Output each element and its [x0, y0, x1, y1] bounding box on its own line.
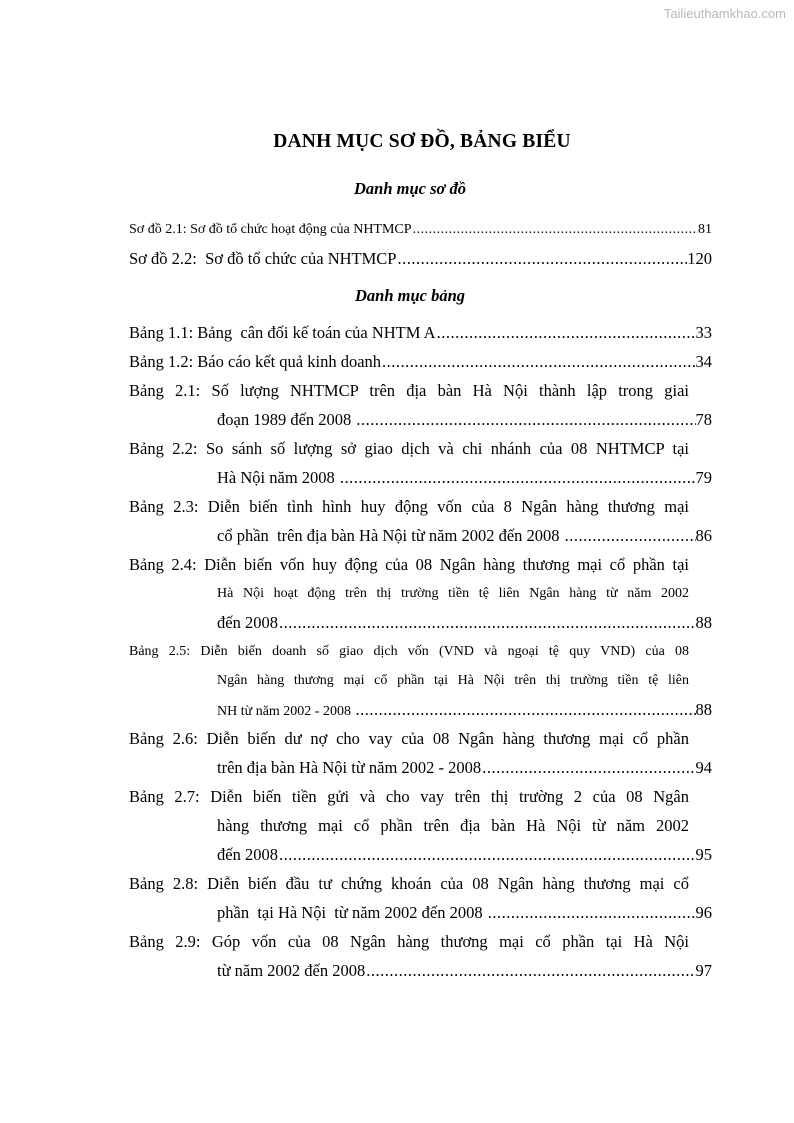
page-number: 96	[695, 903, 712, 922]
diagram-list	[129, 215, 712, 273]
dot-leader	[278, 608, 696, 637]
dot-leader	[355, 405, 695, 434]
page-number: 78	[695, 410, 712, 429]
diagram-entry[interactable]	[129, 244, 712, 273]
page-number: 94	[695, 758, 712, 777]
page-number: 34	[695, 352, 712, 371]
diagram-entry[interactable]	[129, 215, 712, 244]
entry-text: phần tại Hà Nội từ năm 2002 đến 2008	[217, 903, 487, 922]
entry-text: Bảng 2.1: Số lượng NHTMCP trên địa bàn Hà Nội thành lập trong giai	[129, 381, 689, 400]
entry-text: Sơ đồ 2.2: Sơ đồ tổ chức của NHTMCP	[129, 249, 397, 268]
diagram-list-heading: Danh mục sơ đồ	[353, 179, 466, 198]
page-number: 88	[695, 700, 712, 719]
table-entry[interactable]	[129, 347, 712, 376]
watermark: Tailieuthamkhao.com	[663, 6, 786, 21]
page-number: 120	[687, 249, 712, 268]
table-entry[interactable]	[129, 869, 712, 927]
dot-leader	[487, 898, 696, 927]
entry-text: cổ phần trên địa bàn Hà Nội từ năm 2002 đến 2008	[217, 526, 564, 545]
entry-text: hàng thương mại cổ phần trên địa bàn Hà Nội từ năm 2002	[217, 816, 689, 835]
entry-text: Bảng 2.5: Diễn biến doanh số giao dịch vốn (VND và ngoại tệ quy VND) của 08	[129, 644, 689, 659]
page-number: 86	[695, 526, 712, 545]
dot-leader	[365, 956, 695, 985]
dot-leader	[412, 215, 698, 244]
entry-text: Bảng 2.2: So sánh số lượng sở giao dịch và chi nhánh của 08 NHTMCP tại	[129, 439, 689, 458]
entry-text: Hà Nội hoạt động trên thị trường tiền tệ liên Ngân hàng từ năm 2002	[217, 586, 689, 601]
table-list	[129, 318, 712, 985]
page-number: 88	[695, 613, 712, 632]
table-entry[interactable]	[129, 927, 712, 985]
table-entry[interactable]	[129, 492, 712, 550]
dot-leader	[396, 244, 687, 273]
entry-text: Bảng 1.1: Bảng cân đối kế toán của NHTM A	[129, 323, 436, 342]
entry-text: đoạn 1989 đến 2008	[217, 410, 356, 429]
page-number: 79	[695, 468, 712, 487]
entry-text: từ năm 2002 đến 2008	[217, 961, 366, 980]
entry-text: Bảng 2.7: Diễn biến tiền gửi và cho vay trên thị trường 2 của 08 Ngân	[129, 787, 689, 806]
dot-leader	[354, 695, 695, 724]
dot-leader	[564, 521, 696, 550]
dot-leader	[481, 753, 695, 782]
page-title: DANH MỤC SƠ ĐỒ, BẢNG BIỂU	[273, 131, 571, 152]
entry-text: Bảng 2.6: Diễn biến dư nợ cho vay của 08 Ngân hàng thương mại cổ phần	[129, 729, 689, 748]
entry-text: Bảng 2.4: Diễn biến vốn huy động của 08 Ngân hàng thương mại cổ phần tại	[129, 555, 689, 574]
entry-text: Bảng 1.2: Báo cáo kết quả kinh doanh	[129, 352, 382, 371]
entry-text: Hà Nội năm 2008	[217, 468, 339, 487]
dot-leader	[339, 463, 696, 492]
entry-text: trên địa bàn Hà Nội từ năm 2002 - 2008	[217, 758, 482, 777]
page-number: 81	[698, 222, 712, 237]
table-entry[interactable]	[129, 637, 712, 724]
dot-leader	[278, 840, 696, 869]
entry-text: Bảng 2.3: Diễn biến tình hình huy động vốn của 8 Ngân hàng thương mại	[129, 497, 689, 516]
dot-leader	[436, 318, 696, 347]
entry-text: Bảng 2.9: Góp vốn của 08 Ngân hàng thương mại cổ phần tại Hà Nội	[129, 932, 689, 951]
table-entry[interactable]	[129, 318, 712, 347]
table-entry[interactable]	[129, 724, 712, 782]
page-number: 97	[695, 961, 712, 980]
entry-text: đến 2008	[217, 613, 278, 632]
table-entry[interactable]	[129, 550, 712, 637]
entry-text: Ngân hàng thương mại cổ phần tại Hà Nội trên thị trường tiền tệ liên	[217, 673, 689, 688]
entry-text: NH từ năm 2002 - 2008	[217, 704, 355, 719]
entry-text: Bảng 2.8: Diễn biến đầu tư chứng khoán của 08 Ngân hàng thương mại cổ	[129, 874, 689, 893]
entry-text: đến 2008	[217, 845, 278, 864]
table-list-heading: Danh mục bảng	[354, 286, 466, 305]
table-entry[interactable]	[129, 434, 712, 492]
table-entry[interactable]	[129, 376, 712, 434]
table-entry[interactable]	[129, 782, 712, 869]
dot-leader	[381, 347, 695, 376]
entry-text: Sơ đồ 2.1: Sơ đồ tổ chức hoạt động của NHTMCP	[129, 222, 412, 237]
page-number: 95	[695, 845, 712, 864]
page-number: 33	[695, 323, 712, 342]
